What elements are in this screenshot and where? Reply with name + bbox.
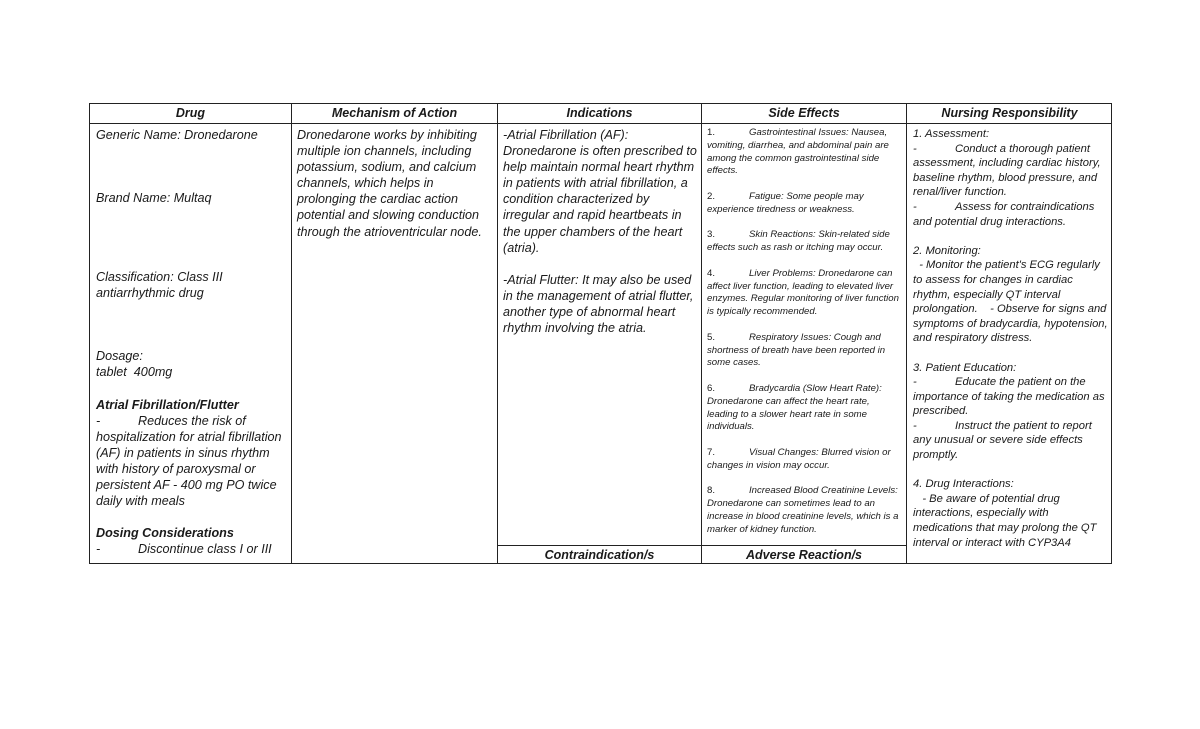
bullet-dash: - (913, 200, 917, 213)
mechanism-text: Dronedarone works by inhibiting multiple ion channels, including potassium, sodium, and calcium channels, which helps in prolonging the cardiac action potential and slowing conduction through the atrioventricular node. (297, 128, 483, 239)
interactions-heading: 4. Drug Interactions: (913, 478, 1014, 491)
education-item-text: Instruct the patient to report any unusual or severe side effects promptly. (913, 419, 1095, 462)
assessment-item-text: Assess for contraindications and potential drug interactions. (913, 200, 1098, 228)
monitoring-heading: 2. Monitoring: (913, 244, 981, 257)
dosage-label: Dosage: (96, 349, 143, 364)
column-divider (701, 104, 702, 563)
monitoring-text: - Monitor the patient's ECG regularly to assess for changes in cardiac rhythm, especially QT interval prolongation. - Observe for signs and symptoms of bradycardia, hypotension, and respiratory distress. (913, 259, 1111, 345)
dosing-consideration-text: Discontinue class I or III (138, 542, 272, 557)
side-effect-text: Visual Changes: Blurred vision or changes in vision may occur. (707, 446, 894, 471)
side-effect-number: 5. (707, 331, 716, 343)
af-indication (96, 413, 288, 510)
side-effect-item (707, 268, 903, 319)
side-effect-text: Gastrointestinal Issues: Nausea, vomiting, diarrhea, and abdominal pain are among the common gastrointestinal side effects. (707, 127, 892, 177)
side-effect-item (707, 229, 903, 255)
header-mechanism: Mechanism of Action (331, 106, 458, 120)
header-side-effects: Side Effects (768, 106, 840, 120)
side-effect-number: 6. (707, 382, 716, 394)
assessment-item (913, 200, 1108, 229)
indication-flutter: -Atrial Flutter: It may also be used in the management of atrial flutter, another type of abnormal heart rhythm involving the atria. (503, 272, 697, 336)
education-item-text: Educate the patient on the importance of taking the medication as prescribed. (913, 376, 1108, 418)
side-effect-number: 7. (707, 446, 716, 458)
classification: Classification: Class III antiarrhythmic drug (96, 270, 227, 301)
drug-cell (96, 127, 288, 557)
interactions-text: - Be aware of potential drug interactions, especially with medications that may prolong the QT interval or interact with CYP3A4 (913, 492, 1100, 549)
indications-cell (503, 127, 701, 336)
bullet-dash: - (96, 413, 101, 428)
side-effect-number: 4. (707, 267, 716, 279)
assessment-heading: 1. Assessment: (913, 128, 990, 140)
side-effect-item (707, 127, 903, 178)
side-effect-text: Liver Problems: Dronedarone can affect liver function, leading to elevated liver enzymes. Regular monitoring of liver function is typically recommended. (707, 267, 902, 318)
side-effect-text: Skin Reactions: Skin-related side effects such as rash or itching may occur. (707, 229, 893, 254)
header-divider (90, 123, 1111, 124)
header-drug: Drug (175, 106, 206, 120)
header-nursing: Nursing Responsibility (941, 106, 1078, 120)
header-adverse-reactions: Adverse Reaction/s (745, 548, 863, 562)
side-effect-number: 8. (707, 485, 716, 497)
side-effect-item (707, 447, 903, 473)
education-heading: 3. Patient Education: (913, 361, 1017, 374)
side-effect-item (707, 191, 903, 217)
af-heading: Atrial Fibrillation/Flutter (96, 397, 239, 412)
side-effect-number: 3. (707, 229, 716, 241)
nursing-cell (913, 127, 1111, 550)
side-effect-text: Bradycardia (Slow Heart Rate): Dronedarone can affect the heart rate, leading to a slower heart rate in some individuals. (707, 382, 885, 433)
drug-study-table (89, 103, 1112, 564)
generic-name: Generic Name: Dronedarone (96, 128, 258, 142)
side-effect-item (707, 485, 903, 536)
column-divider (291, 104, 292, 563)
education-item (913, 419, 1108, 463)
side-effect-item (707, 383, 903, 434)
assessment-item-text: Conduct a thorough patient assessment, including cardiac history, baseline rhythm, blood pressure, and renal/liver function. (913, 142, 1104, 199)
side-effects-cell (707, 127, 903, 537)
brand-name: Brand Name: Multaq (96, 191, 212, 206)
side-effect-item (707, 332, 903, 370)
side-effect-text: Fatigue: Some people may experience tiredness or weakness. (707, 190, 867, 215)
bullet-dash: - (913, 376, 917, 389)
education-item (913, 375, 1108, 419)
side-effect-number: 1. (707, 127, 716, 138)
side-effect-text: Respiratory Issues: Cough and shortness of breath have been reported in some cases. (707, 331, 888, 369)
indication-af: -Atrial Fibrillation (AF): Dronedarone is often prescribed to help maintain normal heart rhythm in patients with atrial fibrillation, a condition characterized by irregular and rapid heartbeats in the upper chambers of the heart (atria). (503, 128, 701, 255)
dosing-consideration (96, 541, 288, 557)
bullet-dash: - (913, 419, 917, 432)
assessment-item (913, 142, 1108, 200)
bullet-dash: - (913, 142, 917, 155)
side-effect-text: Increased Blood Creatinine Levels: Dronedarone can sometimes lead to an increase in blood creatinine levels, which is a marker of kidney function. (707, 485, 902, 535)
dosing-heading: Dosing Considerations (96, 526, 234, 541)
header-indications: Indications (566, 106, 633, 120)
dosage-value: tablet 400mg (96, 365, 173, 380)
column-divider (906, 104, 907, 563)
af-indication-text: Reduces the risk of hospitalization for atrial fibrillation (AF) in patients in sinus rhythm with history of paroxysmal or persistent AF - 400 mg PO twice daily with meals (96, 413, 285, 509)
column-divider (497, 104, 498, 563)
bullet-dash: - (96, 542, 101, 557)
header-contraindications: Contraindication/s (544, 548, 655, 562)
side-effect-number: 2. (707, 190, 716, 202)
mechanism-cell (297, 127, 493, 240)
